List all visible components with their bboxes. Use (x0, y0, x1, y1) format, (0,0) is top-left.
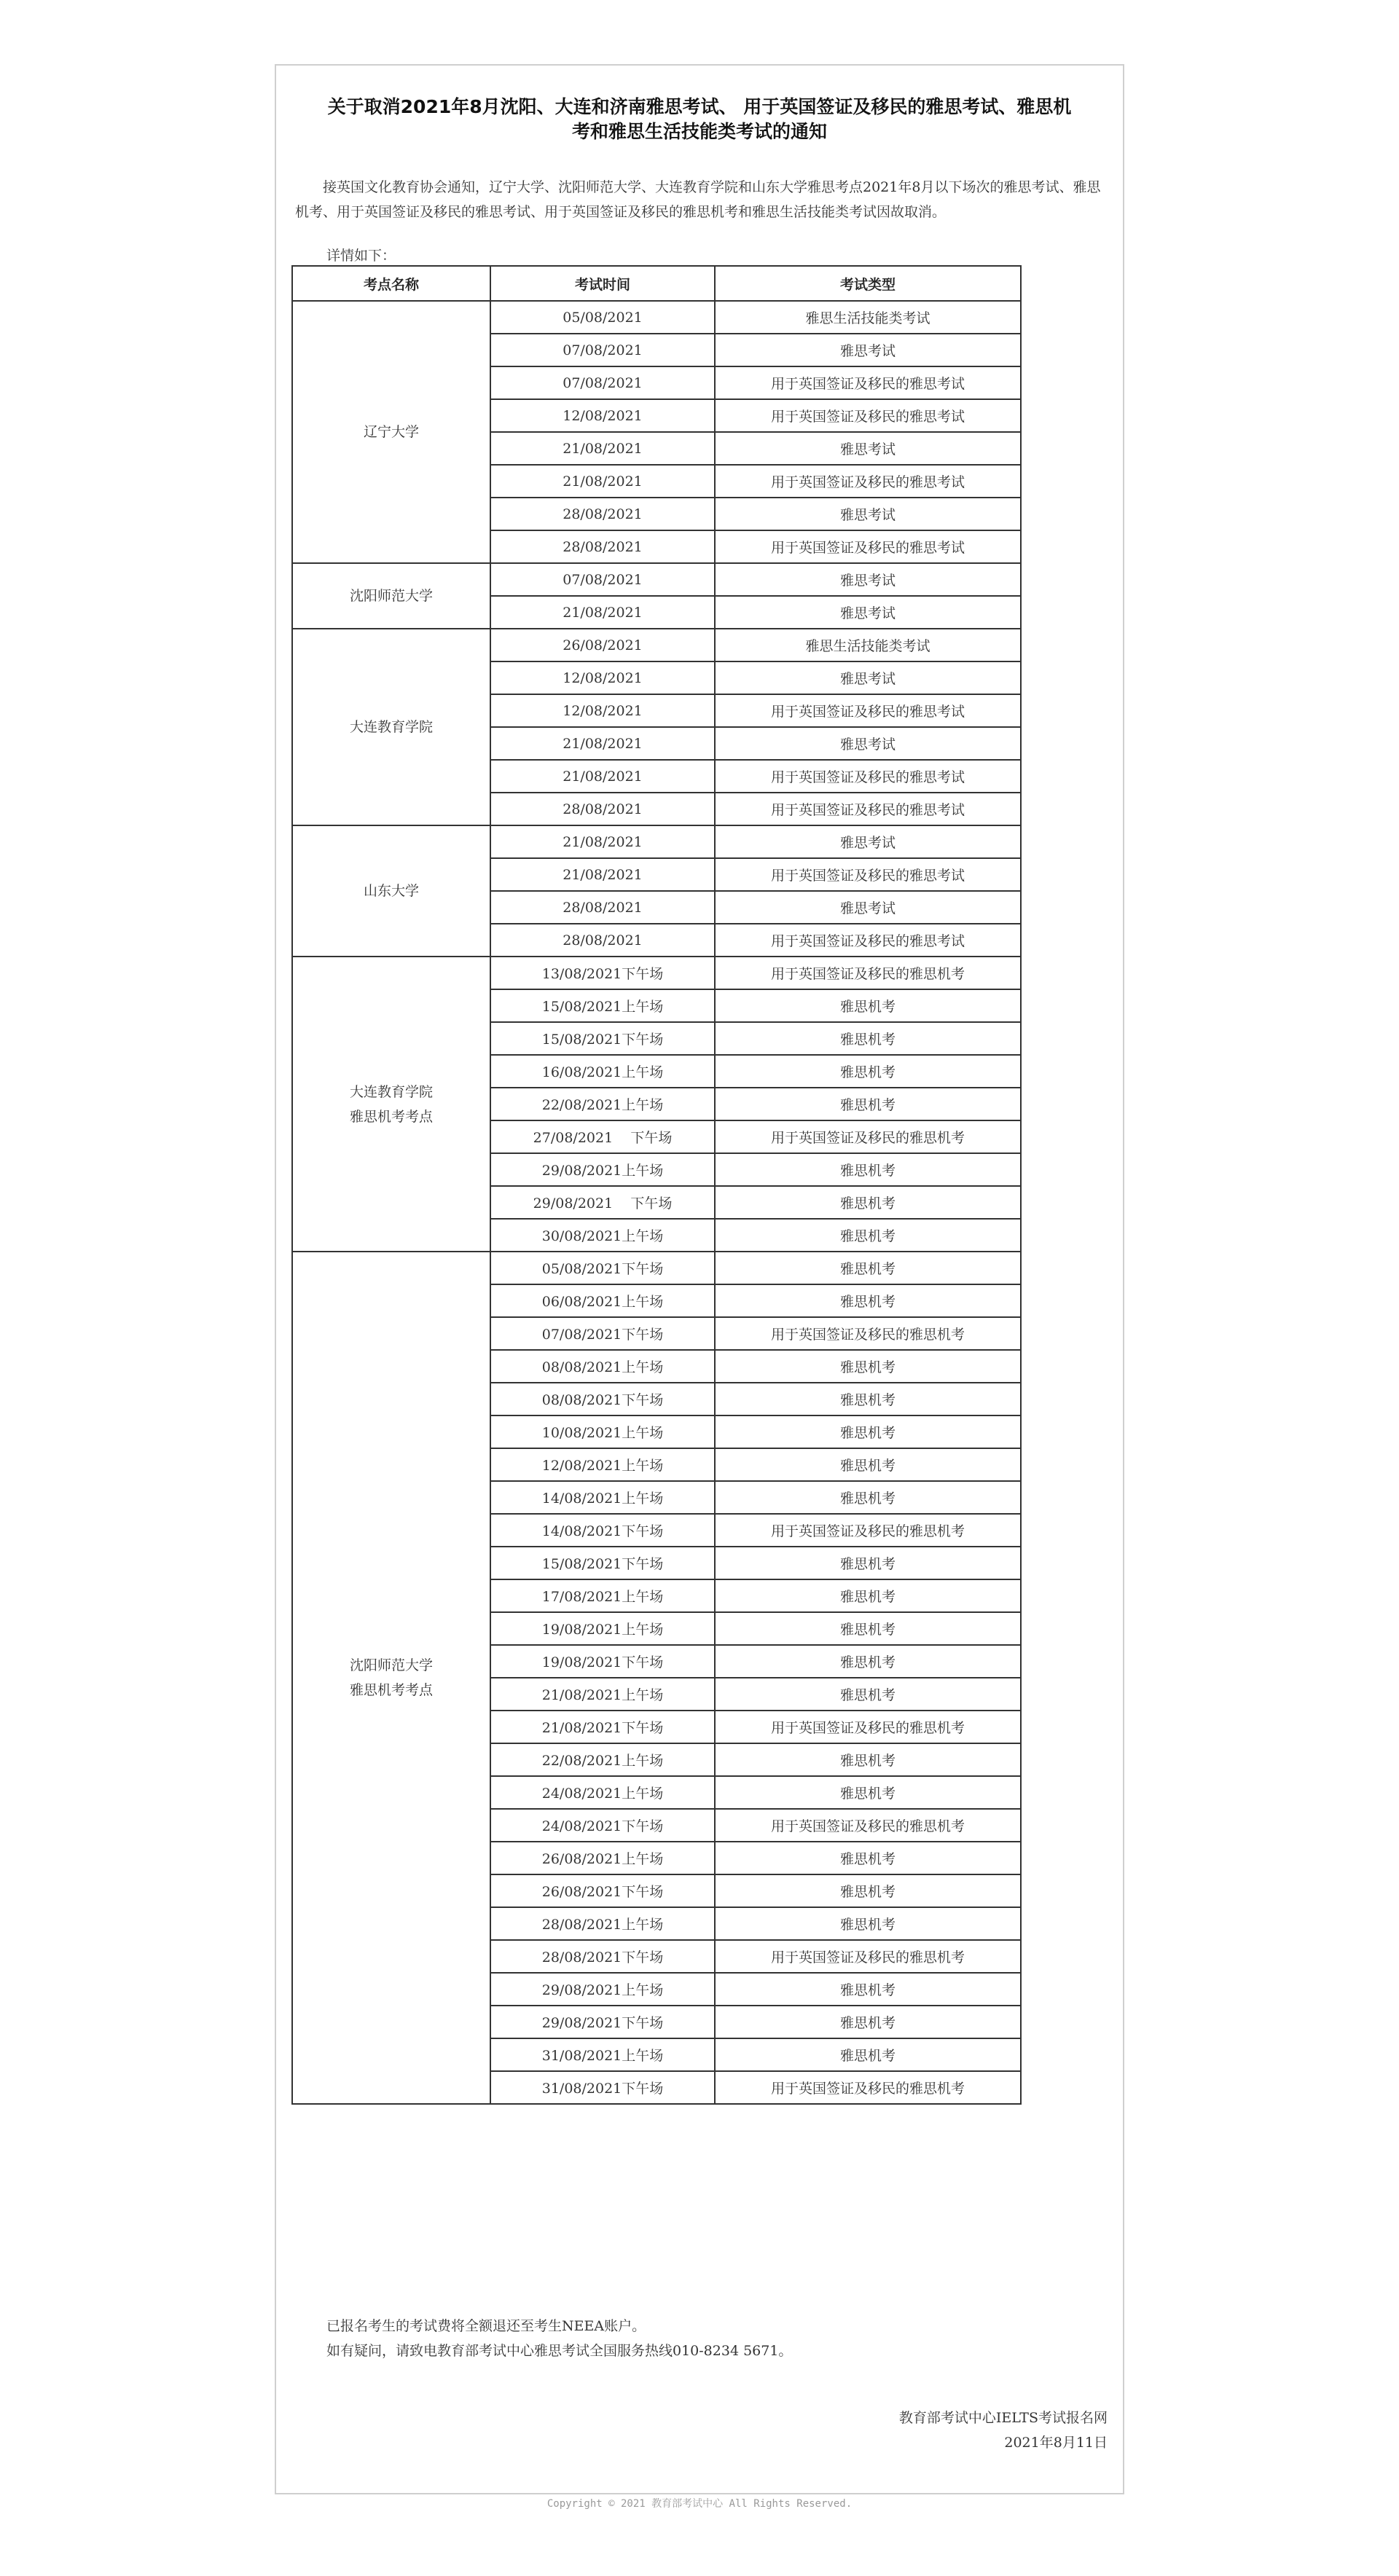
exam-type-cell: 雅思机考 (715, 1022, 1021, 1055)
site-name-line: 雅思机考考点 (349, 1682, 433, 1698)
exam-time-cell: 15/08/2021上午场 (490, 989, 715, 1022)
exam-type-cell: 用于英国签证及移民的雅思机考 (715, 1940, 1021, 1973)
exam-time-cell: 17/08/2021上午场 (490, 1579, 715, 1612)
exam-type-cell: 用于英国签证及移民的雅思考试 (715, 465, 1021, 498)
exam-type-cell: 雅思机考 (715, 1252, 1021, 1284)
exam-type-cell: 用于英国签证及移民的雅思考试 (715, 399, 1021, 432)
site-name-line: 辽宁大学 (363, 424, 419, 440)
table-row (292, 957, 1021, 989)
exam-time-cell: 31/08/2021上午场 (490, 2038, 715, 2071)
site-name-line: 沈阳师范大学 (349, 1657, 433, 1673)
site-name-line: 沈阳师范大学 (349, 588, 433, 604)
exam-type-cell: 用于英国签证及移民的雅思机考 (715, 1317, 1021, 1350)
exam-time-cell: 28/08/2021 (490, 891, 715, 924)
exam-time-cell: 29/08/2021上午场 (490, 1973, 715, 2006)
exam-time-cell: 28/08/2021下午场 (490, 1940, 715, 1973)
exam-time-cell: 28/08/2021 (490, 530, 715, 563)
exam-type-cell: 雅思机考 (715, 989, 1021, 1022)
exam-type-cell: 雅思考试 (715, 563, 1021, 596)
exam-time-cell: 30/08/2021上午场 (490, 1219, 715, 1252)
exam-type-cell: 雅思机考 (715, 1186, 1021, 1219)
exam-type-cell: 用于英国签证及移民的雅思考试 (715, 924, 1021, 957)
exam-type-cell: 雅思考试 (715, 498, 1021, 530)
exam-time-cell: 14/08/2021下午场 (490, 1514, 715, 1547)
exam-type-cell: 雅思机考 (715, 1055, 1021, 1088)
copyright-footer: Copyright © 2021 教育部考试中心 All Rights Reserved. (546, 2498, 853, 2510)
exam-time-cell: 05/08/2021下午场 (490, 1252, 715, 1284)
exam-type-cell: 雅思机考 (715, 1383, 1021, 1415)
exam-type-cell: 雅思机考 (715, 1088, 1021, 1120)
exam-time-cell: 12/08/2021 (490, 694, 715, 727)
exam-time-cell: 14/08/2021上午场 (490, 1481, 715, 1514)
exam-type-cell: 雅思机考 (715, 1415, 1021, 1448)
exam-time-cell: 08/08/2021下午场 (490, 1383, 715, 1415)
header-type: 考试类型 (715, 266, 1021, 301)
exam-type-cell: 雅思机考 (715, 1284, 1021, 1317)
exam-type-cell: 雅思机考 (715, 1907, 1021, 1940)
exam-time-cell: 19/08/2021下午场 (490, 1645, 715, 1678)
header-site: 考点名称 (292, 266, 490, 301)
exam-time-cell: 15/08/2021下午场 (490, 1022, 715, 1055)
intro-paragraph: 接英国文化教育协会通知，辽宁大学、沈阳师范大学、大连教育学院和山东大学雅思考点2021年8月以下场次的雅思考试、雅思机考、用于英国签证及移民的雅思考试、用于英国签证及移民的雅思机考和雅思生活技能类考试因故取消。 (295, 179, 1101, 220)
exam-type-cell: 雅思考试 (715, 661, 1021, 694)
exam-time-cell: 21/08/2021 (490, 825, 715, 858)
exam-time-cell: 28/08/2021 (490, 498, 715, 530)
signature-date: 2021年8月11日 (1004, 2435, 1108, 2451)
exam-type-cell: 用于英国签证及移民的雅思考试 (715, 760, 1021, 793)
notice-title (295, 95, 1104, 144)
exam-type-cell: 雅思机考 (715, 1776, 1021, 1809)
exam-type-cell: 用于英国签证及移民的雅思机考 (715, 2071, 1021, 2104)
exam-type-cell: 雅思机考 (715, 1645, 1021, 1678)
site-name-line: 大连教育学院 (349, 1083, 433, 1100)
exam-type-cell: 用于英国签证及移民的雅思机考 (715, 957, 1021, 989)
exam-time-cell: 29/08/2021 下午场 (490, 1186, 715, 1219)
exam-time-cell: 24/08/2021上午场 (490, 1776, 715, 1809)
exam-time-cell: 24/08/2021下午场 (490, 1809, 715, 1842)
site-name-cell (292, 629, 490, 825)
table-row (292, 301, 1021, 334)
exam-type-cell: 雅思机考 (715, 1547, 1021, 1579)
exam-type-cell: 雅思生活技能类考试 (715, 301, 1021, 334)
exam-time-cell: 12/08/2021 (490, 661, 715, 694)
exam-type-cell: 用于英国签证及移民的雅思考试 (715, 793, 1021, 825)
exam-type-cell: 用于英国签证及移民的雅思考试 (715, 366, 1021, 399)
exam-type-cell: 雅思考试 (715, 727, 1021, 760)
exam-type-cell: 雅思机考 (715, 1153, 1021, 1186)
signature-org: 教育部考试中心IELTS考试报名网 (898, 2410, 1108, 2426)
exam-time-cell: 08/08/2021上午场 (490, 1350, 715, 1383)
exam-type-cell: 雅思考试 (715, 825, 1021, 858)
exam-time-cell: 13/08/2021下午场 (490, 957, 715, 989)
refund-line: 已报名考生的考试费将全额退还至考生NEEA账户。 (326, 2318, 646, 2334)
exam-time-cell: 26/08/2021 (490, 629, 715, 661)
exam-type-cell: 雅思考试 (715, 432, 1021, 465)
exam-time-cell: 21/08/2021 (490, 858, 715, 891)
refund-notice (326, 2314, 792, 2363)
exam-time-cell: 07/08/2021下午场 (490, 1317, 715, 1350)
site-name-cell (292, 957, 490, 1252)
exam-time-cell: 19/08/2021上午场 (490, 1612, 715, 1645)
exam-type-cell: 用于英国签证及移民的雅思考试 (715, 694, 1021, 727)
exam-time-cell: 22/08/2021上午场 (490, 1088, 715, 1120)
table-body (292, 301, 1021, 2104)
exam-time-cell: 12/08/2021上午场 (490, 1448, 715, 1481)
signature-block (899, 2406, 1108, 2455)
site-name-cell (292, 563, 490, 629)
exam-type-cell: 雅思机考 (715, 1678, 1021, 1711)
exam-time-cell: 05/08/2021 (490, 301, 715, 334)
exam-type-cell: 雅思考试 (715, 334, 1021, 366)
exam-time-cell: 21/08/2021 (490, 760, 715, 793)
site-name-line: 大连教育学院 (349, 719, 433, 735)
table-row (292, 1252, 1021, 1284)
site-name-line: 雅思机考考点 (349, 1108, 433, 1125)
exam-type-cell: 雅思机考 (715, 1448, 1021, 1481)
site-name-cell (292, 825, 490, 957)
exam-time-cell: 29/08/2021上午场 (490, 1153, 715, 1186)
exam-time-cell: 28/08/2021 (490, 924, 715, 957)
exam-type-cell: 用于英国签证及移民的雅思机考 (715, 1809, 1021, 1842)
exam-type-cell: 雅思机考 (715, 1842, 1021, 1874)
table-row (292, 629, 1021, 661)
exam-time-cell: 29/08/2021下午场 (490, 2006, 715, 2038)
table-row (292, 563, 1021, 596)
exam-type-cell: 雅思机考 (715, 1612, 1021, 1645)
cancelled-exams-table (291, 265, 1022, 2105)
exam-type-cell: 雅思机考 (715, 1481, 1021, 1514)
exam-time-cell: 27/08/2021 下午场 (490, 1120, 715, 1153)
exam-time-cell: 06/08/2021上午场 (490, 1284, 715, 1317)
exam-time-cell: 21/08/2021 (490, 727, 715, 760)
exam-time-cell: 07/08/2021 (490, 563, 715, 596)
exam-type-cell: 雅思机考 (715, 1579, 1021, 1612)
exam-time-cell: 21/08/2021下午场 (490, 1711, 715, 1743)
hotline-line: 如有疑问，请致电教育部考试中心雅思考试全国服务热线010-8234 5671。 (326, 2343, 793, 2359)
exam-type-cell: 雅思考试 (715, 596, 1021, 629)
exam-type-cell: 雅思考试 (715, 891, 1021, 924)
exam-time-cell: 15/08/2021下午场 (490, 1547, 715, 1579)
site-name-cell (292, 1252, 490, 2104)
exam-time-cell: 12/08/2021 (490, 399, 715, 432)
exam-time-cell: 21/08/2021 (490, 432, 715, 465)
site-name-cell (292, 301, 490, 563)
exam-time-cell: 21/08/2021上午场 (490, 1678, 715, 1711)
exam-time-cell: 21/08/2021 (490, 465, 715, 498)
site-name-line: 山东大学 (363, 883, 419, 899)
exam-type-cell: 雅思生活技能类考试 (715, 629, 1021, 661)
exam-time-cell: 28/08/2021 (490, 793, 715, 825)
exam-type-cell: 用于英国签证及移民的雅思机考 (715, 1120, 1021, 1153)
exam-time-cell: 07/08/2021 (490, 366, 715, 399)
exam-time-cell: 26/08/2021下午场 (490, 1874, 715, 1907)
table-header-row (292, 266, 1021, 301)
notice-title-line1: 关于取消2021年8月沈阳、大连和济南雅思考试、 用于英国签证及移民的雅思考试、雅思机 (327, 96, 1072, 117)
exam-type-cell: 用于英国签证及移民的雅思机考 (715, 1711, 1021, 1743)
table-row (292, 825, 1021, 858)
exam-type-cell: 用于英国签证及移民的雅思机考 (715, 1514, 1021, 1547)
exam-type-cell: 雅思机考 (715, 1973, 1021, 2006)
exam-time-cell: 10/08/2021上午场 (490, 1415, 715, 1448)
exam-type-cell: 雅思机考 (715, 1874, 1021, 1907)
exam-type-cell: 雅思机考 (715, 1350, 1021, 1383)
notice-title-line2: 考和雅思生活技能类考试的通知 (571, 121, 827, 142)
exam-type-cell: 雅思机考 (715, 2038, 1021, 2071)
details-label: 详情如下： (326, 248, 396, 264)
exam-time-cell: 31/08/2021下午场 (490, 2071, 715, 2104)
exam-time-cell: 26/08/2021上午场 (490, 1842, 715, 1874)
exam-time-cell: 07/08/2021 (490, 334, 715, 366)
exam-type-cell: 雅思机考 (715, 2006, 1021, 2038)
exam-type-cell: 雅思机考 (715, 1219, 1021, 1252)
exam-type-cell: 雅思机考 (715, 1743, 1021, 1776)
exam-time-cell: 28/08/2021上午场 (490, 1907, 715, 1940)
exam-time-cell: 21/08/2021 (490, 596, 715, 629)
exam-time-cell: 16/08/2021上午场 (490, 1055, 715, 1088)
exam-time-cell: 22/08/2021上午场 (490, 1743, 715, 1776)
header-time: 考试时间 (490, 266, 715, 301)
exam-type-cell: 用于英国签证及移民的雅思考试 (715, 530, 1021, 563)
exam-type-cell: 用于英国签证及移民的雅思考试 (715, 858, 1021, 891)
